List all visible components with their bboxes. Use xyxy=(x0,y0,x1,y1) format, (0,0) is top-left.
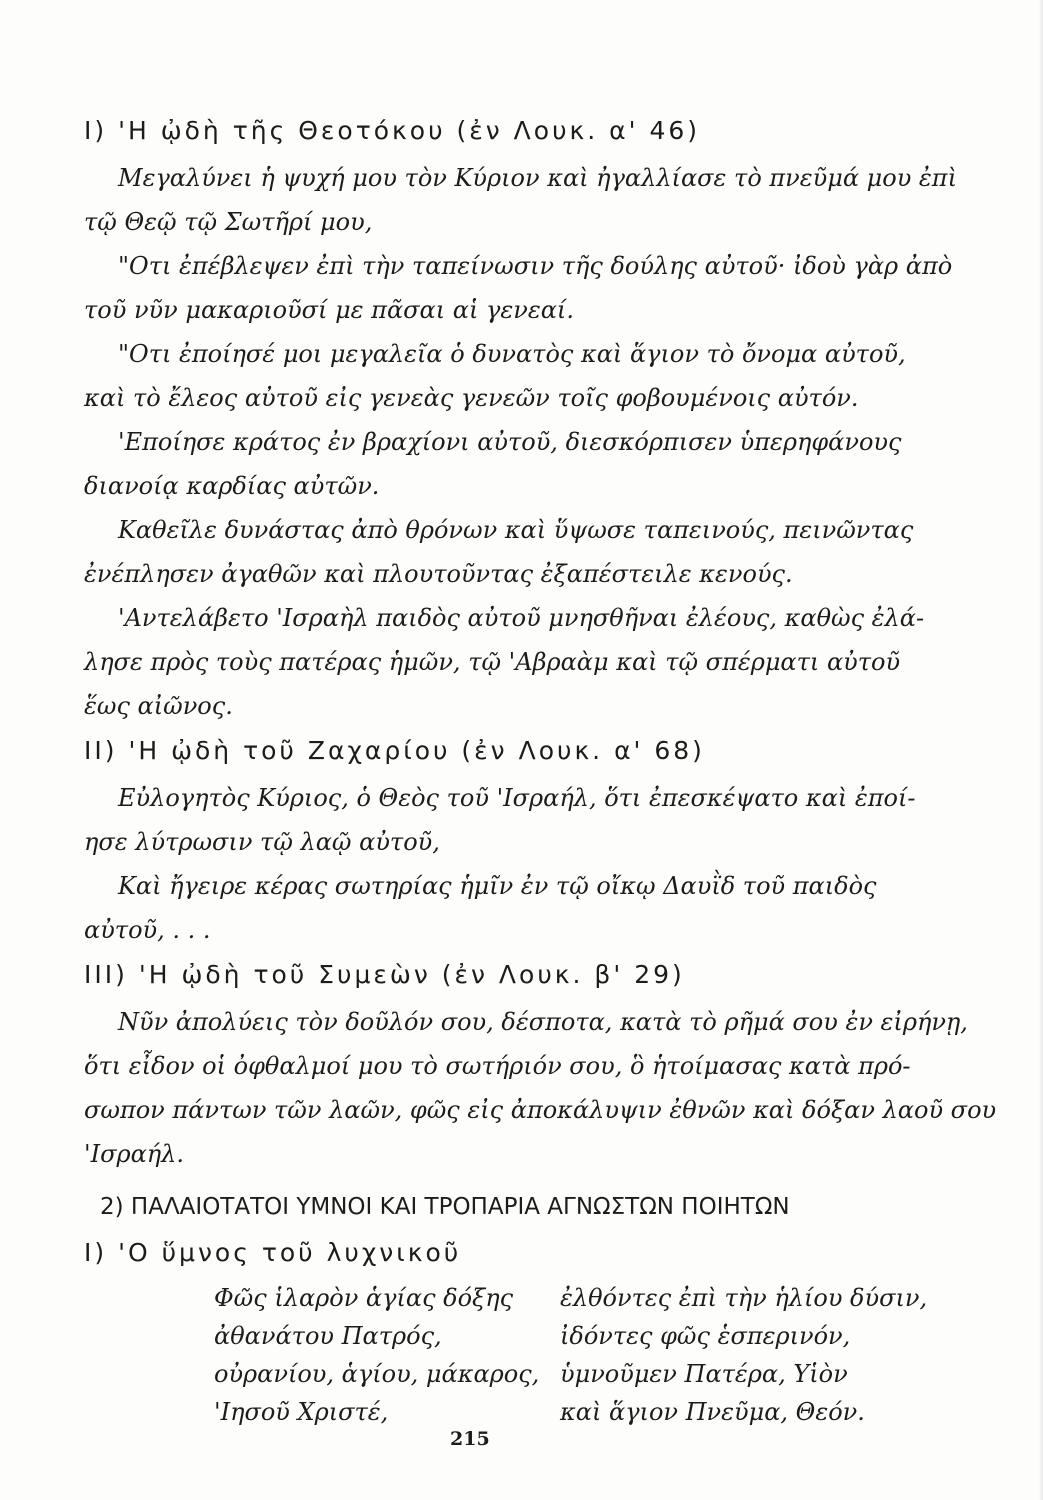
page-edge xyxy=(1039,0,1043,1500)
text-line: Εὐλογητὸς Κύριος, ὁ Θεὸς τοῦ 'Ισραήλ, ὅτι ἐπεσκέψατο καὶ ἐποί- xyxy=(118,784,916,812)
text-line: διανοίᾳ καρδίας αὐτῶν. xyxy=(84,472,380,500)
text-line: 'Εποίησε κράτος ἐν βραχίονι αὐτοῦ, διεσκόρπισεν ὑπερηφάνους xyxy=(118,428,902,456)
page-number: 215 xyxy=(450,1428,490,1450)
text-line: Καὶ ἤγειρε κέρας σωτηρίας ἡμῖν ἐν τῷ οἴκῳ Δαυῒδ τοῦ παιδὸς xyxy=(118,872,877,900)
text-line: αὐτοῦ, . . . xyxy=(84,916,211,944)
text-line: "Οτι ἐπέβλεψεν ἐπὶ τὴν ταπείνωσιν τῆς δούλης αὐτοῦ· ἰδοὺ γὰρ ἀπὸ xyxy=(118,252,953,280)
text-line: 'Ισραήλ. xyxy=(84,1140,184,1168)
text-line: ὅτι εἶδον οἱ ὀφθαλμοί μου τὸ σωτήριόν σου, ὃ ἡτοίμασας κατὰ πρό- xyxy=(84,1052,911,1080)
hymn-verse: ἰδόντες φῶς ἑσπερινόν, xyxy=(560,1322,851,1350)
hymn-verse: οὐρανίου, ἁγίου, μάκαρος, xyxy=(214,1360,540,1388)
heading-song-of-theotokos: I) 'Η ᾠδὴ τῆς Θεοτόκου (ἐν Λουκ. α' 46) xyxy=(84,116,701,145)
hymn-verse: 'Ιησοῦ Χριστέ, xyxy=(214,1398,389,1426)
heading-song-of-zacharias: II) 'Η ᾠδὴ τοῦ Ζαχαρίου (ἐν Λουκ. α' 68) xyxy=(84,736,705,765)
hymn-verse: ἐλθόντες ἐπὶ τὴν ἡλίου δύσιν, xyxy=(560,1284,928,1312)
heading-song-of-simeon: III) 'Η ᾠδὴ τοῦ Συμεὼν (ἐν Λουκ. β' 29) xyxy=(84,960,685,989)
hymn-verse: καὶ ἅγιον Πνεῦμα, Θεόν. xyxy=(560,1398,865,1426)
text-line: λησε πρὸς τοὺς πατέρας ἡμῶν, τῷ 'Αβραὰμ καὶ τῷ σπέρματι αὐτοῦ xyxy=(84,648,901,676)
hymn-verse: Φῶς ἱλαρὸν ἁγίας δόξης xyxy=(214,1284,514,1312)
heading-hymn-of-lamp-lighting: I) 'Ο ὕμνος τοῦ λυχνικοῦ xyxy=(84,1238,462,1267)
text-line: καὶ τὸ ἔλεος αὐτοῦ εἰς γενεὰς γενεῶν τοῖς φοβουμένοις αὐτόν. xyxy=(84,384,859,412)
text-line: Μεγαλύνει ἡ ψυχή μου τὸν Κύριον καὶ ἠγαλλίασε τὸ πνεῦμά μου ἐπὶ xyxy=(118,164,957,192)
text-line: τοῦ νῦν μακαριοῦσί με πᾶσαι αἱ γενεαί. xyxy=(84,296,574,324)
hymn-verse: ὑμνοῦμεν Πατέρα, Υἱὸν xyxy=(560,1360,848,1388)
text-line: ησε λύτρωσιν τῷ λαῷ αὐτοῦ, xyxy=(84,828,440,856)
text-line: Καθεῖλε δυνάστας ἀπὸ θρόνων καὶ ὕψωσε ταπεινούς, πεινῶντας xyxy=(118,516,914,544)
text-line: 'Αντελάβετο 'Ισραὴλ παιδὸς αὐτοῦ μνησθῆναι ἐλέους, καθὼς ἐλά- xyxy=(118,604,925,632)
text-line: Νῦν ἀπολύεις τὸν δοῦλόν σου, δέσποτα, κατὰ τὸ ρῆμά σου ἐν εἰρήνῃ, xyxy=(118,1008,968,1036)
heading-ancient-hymns: 2) ΠΑΛΑΙΟΤΑΤΟΙ ΥΜΝΟΙ ΚΑΙ ΤΡΟΠΑΡΙΑ ΑΓΝΩΣΤΩΝ ΠΟΙΗΤΩΝ xyxy=(100,1194,790,1220)
text-line: τῷ Θεῷ τῷ Σωτῆρί μου, xyxy=(84,208,373,236)
text-line: σωπον πάντων τῶν λαῶν, φῶς εἰς ἀποκάλυψιν ἐθνῶν καὶ δόξαν λαοῦ σου xyxy=(84,1096,997,1124)
text-line: ἕως αἰῶνος. xyxy=(84,692,233,720)
hymn-verse: ἀθανάτου Πατρός, xyxy=(214,1322,442,1350)
text-line: "Οτι ἐποίησέ μοι μεγαλεῖα ὁ δυνατὸς καὶ ἅγιον τὸ ὄνομα αὐτοῦ, xyxy=(118,340,906,368)
text-line: ἐνέπλησεν ἀγαθῶν καὶ πλουτοῦντας ἐξαπέστειλε κενούς. xyxy=(84,560,793,588)
